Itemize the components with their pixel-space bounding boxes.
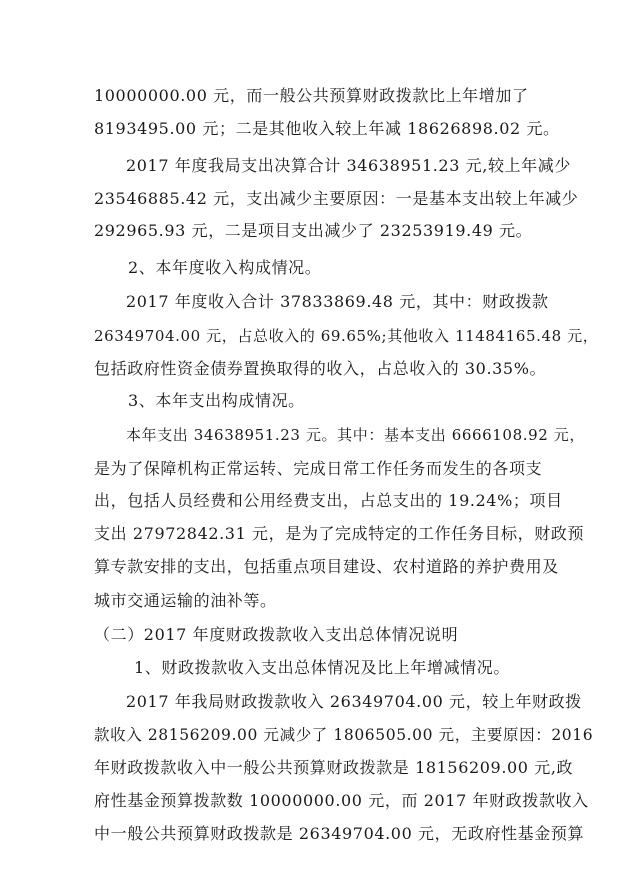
text-line: 23546885.42 元，支出减少主要原因：一是基本支出较上年减少 (94, 189, 579, 208)
section-heading: 3、本年支出构成情况。 (128, 391, 305, 410)
text-line: 10000000.00 元，而一般公共预算财政拨款比上年增加了 (94, 86, 529, 105)
subsection-heading: 1、财政拨款收入支出总体情况及比上年增减情况。 (134, 658, 510, 677)
text-line: 支出 27972842.31 元，是为了完成特定的工作任务目标，财政预 (94, 524, 585, 543)
text-line: 8193495.00 元；二是其他收入较上年减 18626898.02 元。 (94, 119, 560, 138)
text-line: 城市交通运输的油补等。 (94, 591, 277, 610)
text-line: 2017 年我局财政拨款收入 26349704.00 元，较上年财政拨 (126, 692, 582, 711)
section-heading: （二）2017 年度财政拨款收入支出总体情况说明 (94, 625, 459, 644)
text-line: 是为了保障机构正常运转、完成日常工作任务而发生的各项支 (94, 459, 543, 478)
text-line: 2017 年度我局支出决算合计 34638951.23 元,较上年减少 (126, 156, 571, 175)
text-line: 年财政拨款收入中一般公共预算财政拨款是 18156209.00 元,政 (94, 758, 574, 777)
text-line: 府性基金预算拨款数 10000000.00 元，而 2017 年财政拨款收入 (94, 791, 589, 810)
section-heading: 2、本年度收入构成情况。 (128, 258, 322, 277)
text-line: 2017 年度收入合计 37833869.48 元，其中：财政拨款 (126, 292, 549, 311)
text-line: 算专款安排的支出，包括重点项目建设、农村道路的养护费用及 (94, 557, 559, 576)
text-line: 款收入 28156209.00 元减少了 1806505.00 元，主要原因：2016 (94, 726, 594, 744)
text-line: 中一般公共预算财政拨款是 26349704.00 元，无政府性基金预算 (94, 824, 585, 843)
text-line: 出，包括人员经费和公用经费支出，占总支出的 19.24%；项目 (94, 491, 563, 510)
text-line: 包括政府性资金债券置换取得的收入，占总收入的 30.35%。 (94, 359, 547, 378)
text-line: 26349704.00 元，占总收入的 69.65%;其他收入 11484165.48 元， (94, 327, 599, 345)
text-line: 292965.93 元，二是项目支出减少了 23253919.49 元。 (94, 221, 533, 240)
text-line: 本年支出 34638951.23 元。其中：基本支出 6666108.92 元， (126, 426, 585, 444)
